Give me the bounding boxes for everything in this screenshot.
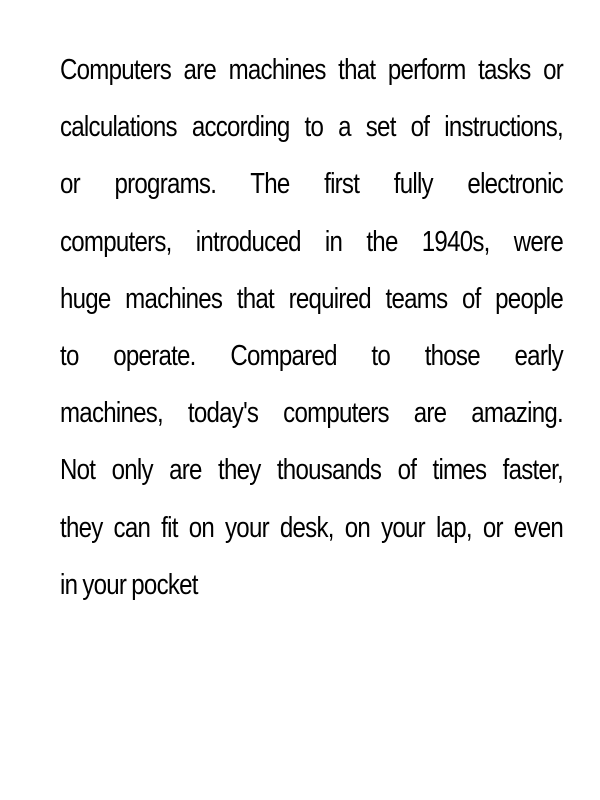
- paragraph-line-9: they can fit on your desk, on your lap, or even: [60, 511, 563, 544]
- paragraph-line-3: or programs. The first fully electronic: [60, 168, 563, 201]
- paragraph-line-2: calculations according to a set of instructions,: [60, 111, 563, 144]
- paragraph-line-1: Computers are machines that perform tasks or: [60, 54, 563, 86]
- paragraph: [60, 42, 563, 614]
- paragraph-line-6: to operate. Compared to those early: [60, 339, 563, 372]
- paragraph-line-10: in your pocket: [60, 568, 198, 601]
- paragraph-line-5: huge machines that required teams of people: [60, 282, 563, 315]
- paragraph-line-4: computers, introduced in the 1940s, were: [60, 225, 563, 258]
- paragraph-line-7: machines, today's computers are amazing.: [60, 397, 563, 430]
- paragraph-line-8: Not only are they thousands of times faster,: [60, 454, 563, 487]
